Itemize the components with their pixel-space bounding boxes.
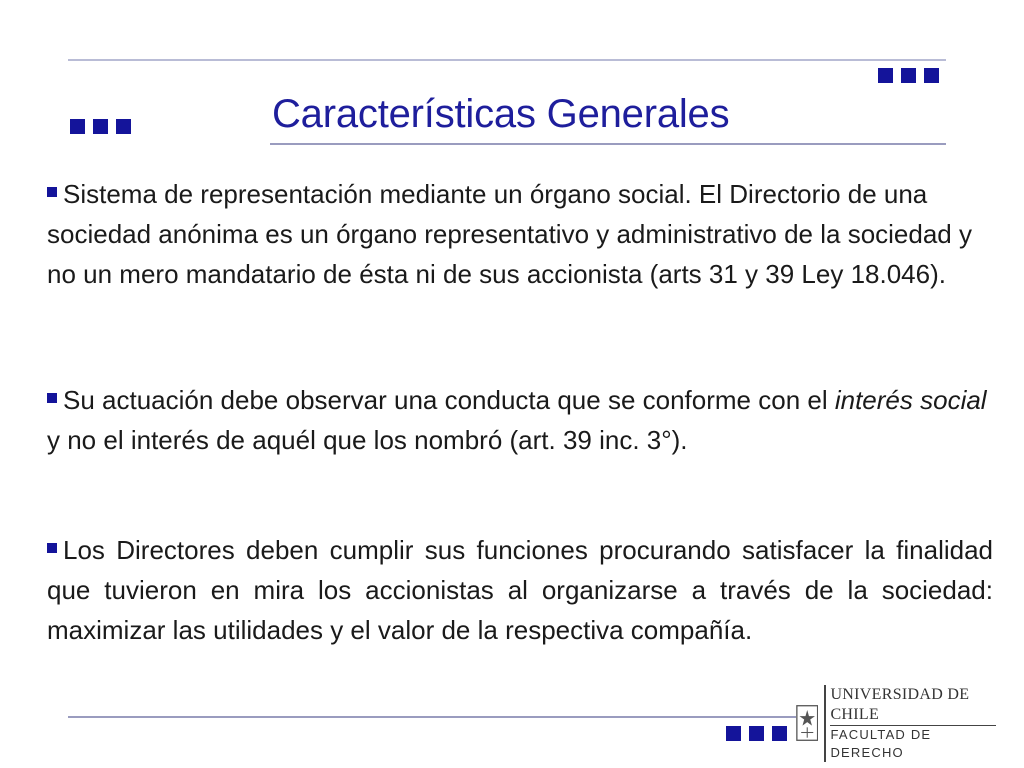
square-decoration (772, 726, 787, 741)
top-right-squares (878, 68, 939, 83)
title-underline (270, 143, 946, 145)
square-decoration (70, 119, 85, 134)
bullet-2-text-before: Su actuación debe observar una conducta que se conforme con el (63, 385, 835, 415)
bottom-squares (726, 726, 787, 741)
bullet-marker (47, 543, 57, 553)
logo-names (824, 685, 996, 762)
square-decoration (116, 119, 131, 134)
bullet-2-text-after: y no el interés de aquél que los nombró (art. 39 inc. 3°). (47, 425, 688, 455)
bullet-1-text: Sistema de representación mediante un órgano social. El Directorio de una sociedad anónima es un órgano representativo y administrativo de la sociedad y no un mero mandatario de ésta ni de sus accionista (arts 31 y 39 Ley 18.046). (47, 179, 972, 289)
bullet-1 (47, 174, 993, 294)
bottom-rule (68, 716, 796, 718)
bullet-3-text: Los Directores deben cumplir sus funciones procurando satisfacer la finalidad que tuvieron en mira los accionistas al organizarse a través de la sociedad: maximizar las utilidades y el valor de la respectiva compañía. (47, 535, 993, 645)
bullet-2 (47, 380, 993, 460)
bullet-marker (47, 393, 57, 403)
slide-title: Características Generales (272, 92, 730, 136)
university-logo (796, 685, 996, 760)
bullet-3 (47, 530, 993, 650)
title-left-squares (70, 119, 131, 134)
university-name: UNIVERSIDAD DE CHILE (830, 685, 996, 726)
bullet-2-italic: interés social (834, 385, 987, 415)
bullet-marker (47, 187, 57, 197)
top-rule (68, 59, 946, 61)
square-decoration (924, 68, 939, 83)
square-decoration (726, 726, 741, 741)
square-decoration (749, 726, 764, 741)
square-decoration (901, 68, 916, 83)
faculty-name: FACULTAD DE DERECHO (830, 726, 932, 760)
university-crest-icon (796, 702, 818, 744)
square-decoration (93, 119, 108, 134)
square-decoration (878, 68, 893, 83)
